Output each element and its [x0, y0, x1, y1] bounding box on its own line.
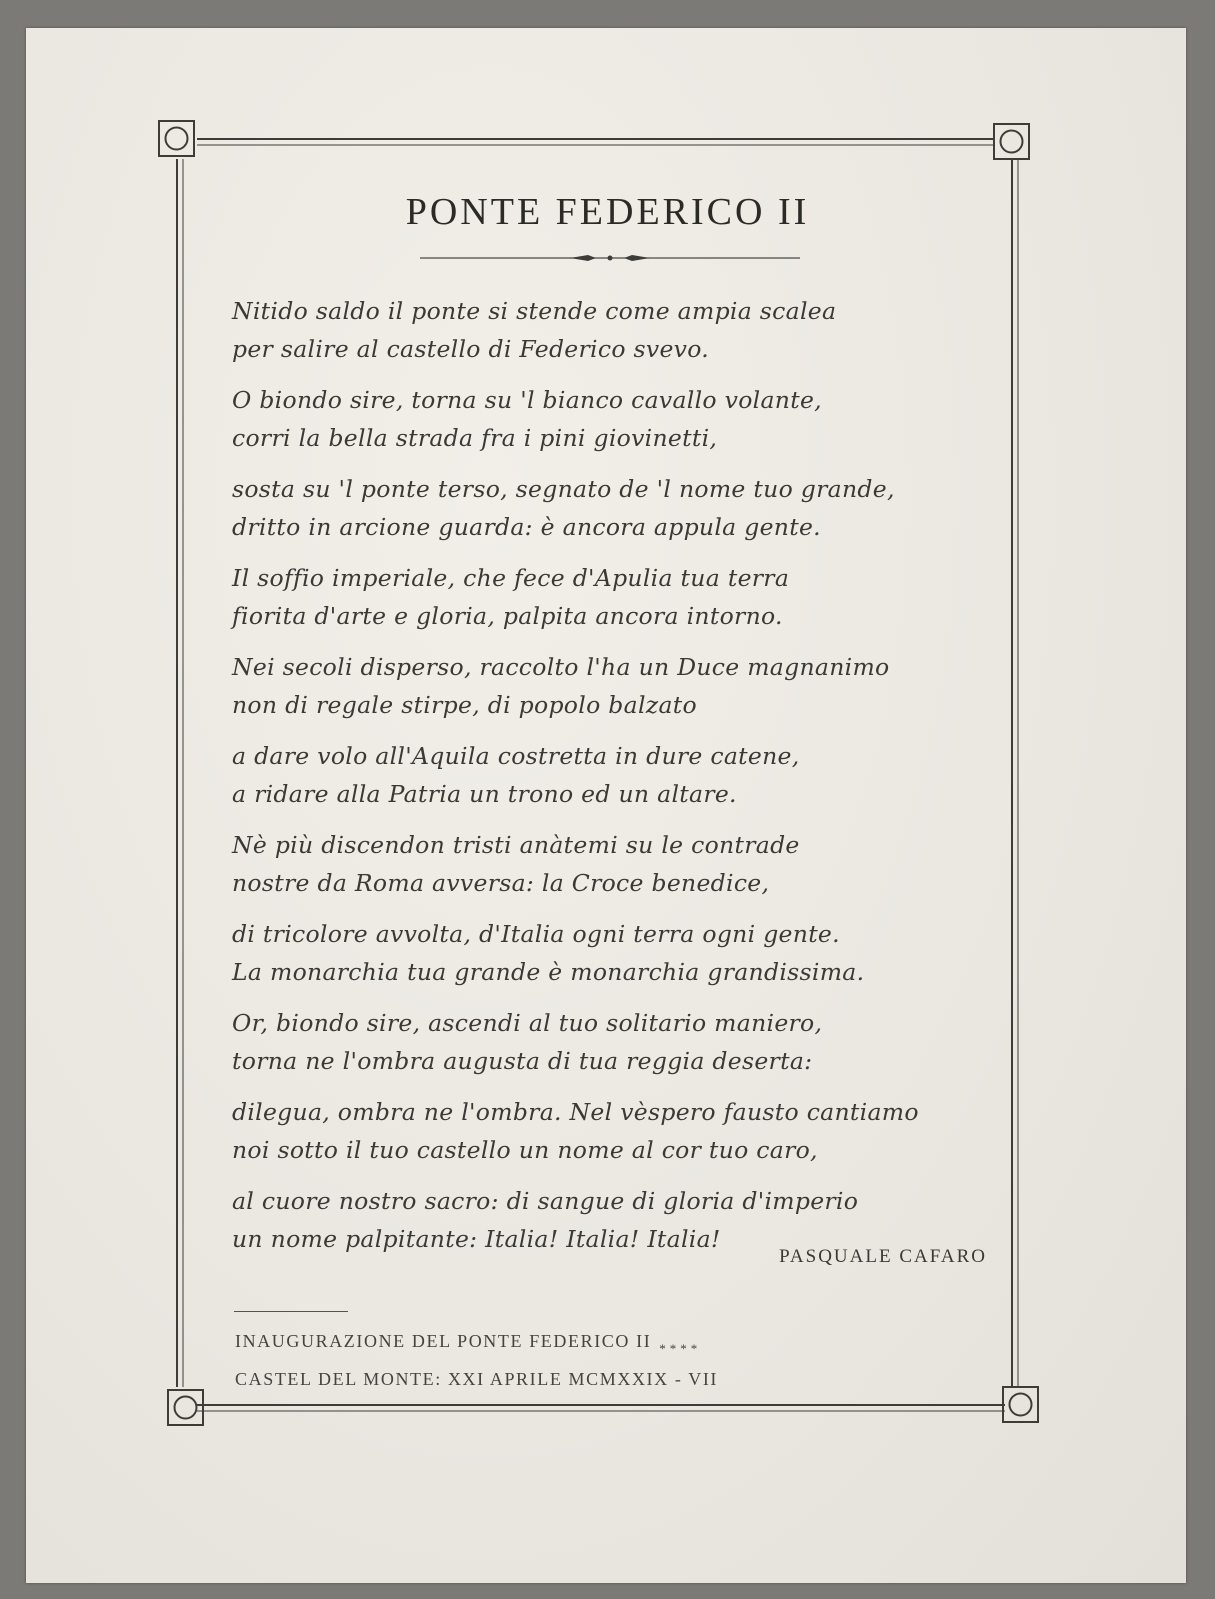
poem-body — [232, 292, 1002, 1271]
poem-line: Or, biondo sire, ascendi al tuo solitario maniero, — [232, 1009, 823, 1037]
poem-line: un nome palpitante: Italia! Italia! Italia! — [232, 1225, 721, 1253]
title-ornament-rule — [420, 252, 800, 264]
poem-line: fiorita d'arte e gloria, palpita ancora intorno. — [232, 602, 783, 630]
poem-line: nostre da Roma avversa: la Croce benedice, — [232, 869, 770, 897]
footer-inauguration-text: INAUGURAZIONE DEL PONTE FEDERICO II — [235, 1331, 652, 1351]
poem-line: non di regale stirpe, di popolo balzato — [232, 691, 697, 719]
poem-line: dilegua, ombra ne l'ombra. Nel vèspero fausto cantiamo — [232, 1098, 919, 1126]
stanza-10 — [232, 1093, 1002, 1169]
stanza-2 — [232, 381, 1002, 457]
poem-line: Il soffio imperiale, che fece d'Apulia tua terra — [232, 564, 790, 592]
poem-line: sosta su 'l ponte terso, segnato de 'l nome tuo grande, — [232, 475, 895, 503]
stanza-1 — [232, 292, 1002, 368]
author-signature: PASQUALE CAFARO — [779, 1246, 987, 1267]
page-title: PONTE FEDERICO II — [405, 191, 810, 233]
stanza-4 — [232, 559, 1002, 635]
poem-line: di tricolore avvolta, d'Italia ogni terra ogni gente. — [232, 920, 840, 948]
poem-line: Nitido saldo il ponte si stende come ampia scalea — [232, 297, 837, 325]
footer-line-1 — [235, 1326, 718, 1364]
poem-line: Nè più discendon tristi anàtemi su le contrade — [232, 831, 800, 859]
footer-rule — [234, 1311, 348, 1312]
stanza-8 — [232, 915, 1002, 991]
stanza-3 — [232, 470, 1002, 546]
stanza-7 — [232, 826, 1002, 902]
poem-line: per salire al castello di Federico svevo. — [232, 335, 710, 363]
footer-line-2: CASTEL DEL MONTE: XXI APRILE MCMXXIX - VII — [235, 1369, 719, 1389]
poem-line: al cuore nostro sacro: di sangue di gloria d'imperio — [232, 1187, 859, 1215]
poem-line: O biondo sire, torna su 'l bianco cavallo volante, — [232, 386, 822, 414]
poem-line: dritto in arcione guarda: è ancora appula gente. — [232, 513, 821, 541]
poem-line: torna ne l'ombra augusta di tua reggia deserta: — [232, 1047, 813, 1075]
footer-stars: **** — [659, 1341, 702, 1356]
poem-line: noi sotto il tuo castello un nome al cor tuo caro, — [232, 1136, 818, 1164]
stanza-5 — [232, 648, 1002, 724]
poem-line: a dare volo all'Aquila costretta in dure catene, — [232, 742, 800, 770]
poem-line: a ridare alla Patria un trono ed un altare. — [232, 780, 737, 808]
poem-line: La monarchia tua grande è monarchia grandissima. — [232, 958, 865, 986]
poem-line: corri la bella strada fra i pini giovinetti, — [232, 424, 718, 452]
stanza-9 — [232, 1004, 1002, 1080]
footer-caption — [235, 1326, 718, 1394]
stanza-6 — [232, 737, 1002, 813]
poem-line: Nei secoli disperso, raccolto l'ha un Duce magnanimo — [232, 653, 890, 681]
